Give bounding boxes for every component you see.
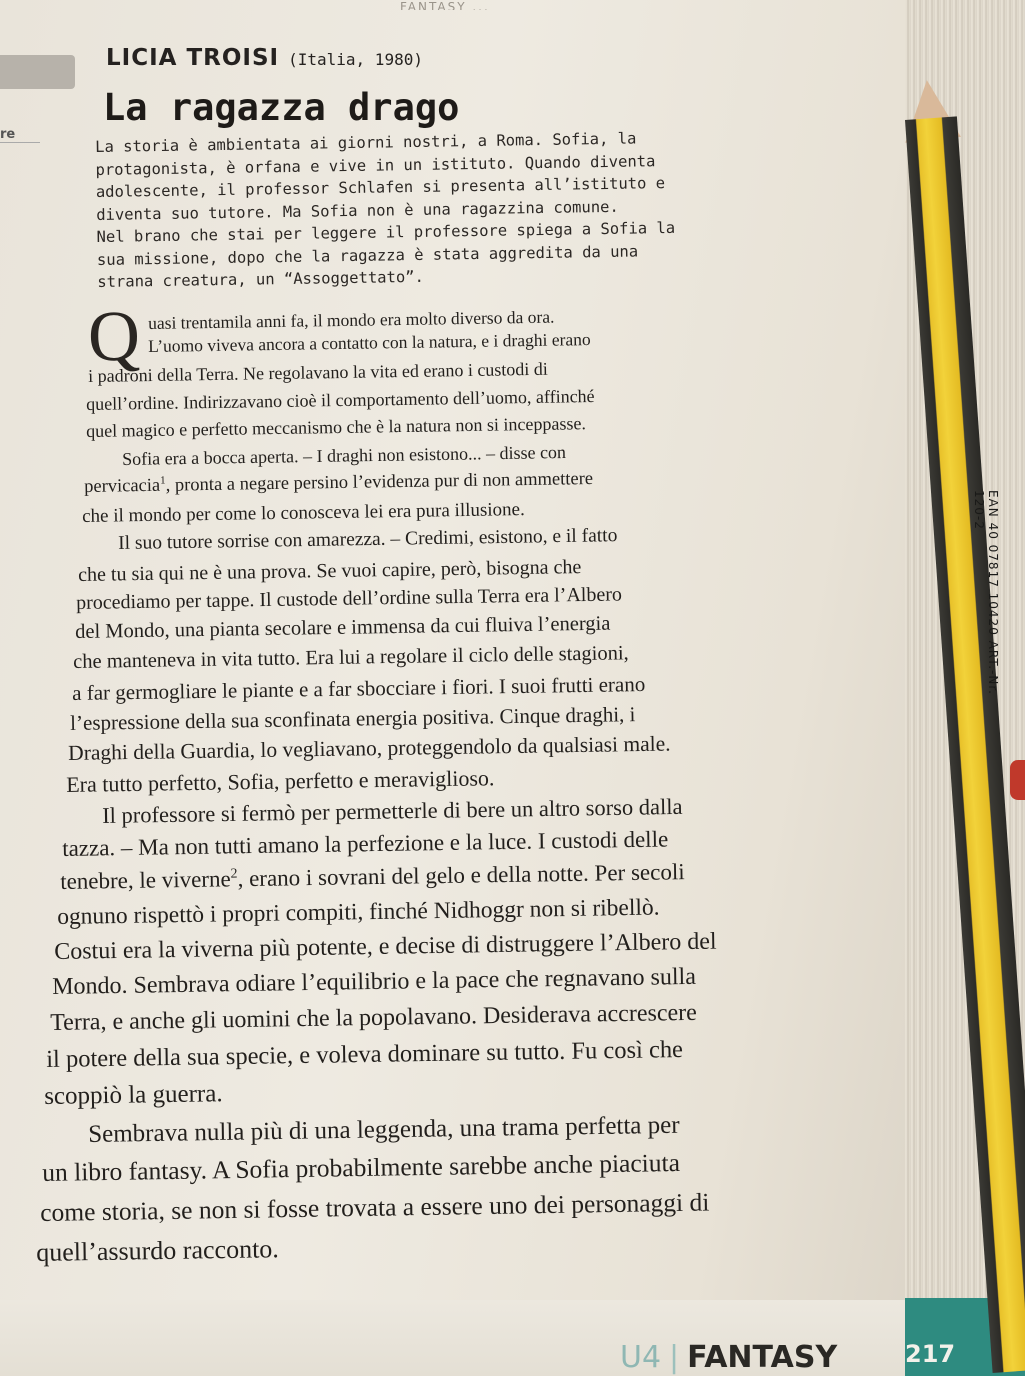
drop-cap: Q: [87, 295, 141, 377]
text-line: uasi trentamila anni fa, il mondo era molto diverso da ora.: [148, 306, 555, 333]
unit-separator: |: [669, 1340, 680, 1375]
text-line: che tu sia qui ne è una prova. Se vuoi capire, però, bisogna che: [78, 556, 582, 586]
text-line: Costui era la viverna più potente, e decise di distruggere l’Albero del: [54, 928, 717, 965]
margin-note: re: [0, 127, 40, 143]
text-line: tazza. – Ma non tutti amano la perfezione e la luce. I custodi delle: [62, 826, 669, 861]
footnote-ref: 2: [230, 865, 238, 881]
text-line: quell’assurdo racconto.: [36, 1234, 280, 1267]
text-fragment: tenebre, le viverne: [60, 866, 231, 894]
text-line: [60, 859, 685, 895]
intro-line: adolescente, il professor Schlafen si presenta all’istituto e: [95, 174, 666, 201]
text-line: Draghi della Guardia, lo vegliavano, proteggendolo da qualsiasi male.: [68, 731, 671, 765]
intro-line: protagonista, è orfana e vive in un istituto. Quando diventa: [95, 151, 656, 179]
author-name: LICIA TROISI: [106, 45, 280, 71]
text-line: Terra, e anche gli uomini che la popolavano. Desiderava accrescere: [50, 999, 697, 1036]
text-line: procediamo per tappe. Il custode dell’ordine sulla Terra era l’Albero: [76, 583, 623, 614]
text-line: Sofia era a bocca aperta. – I draghi non esistono... – disse con: [122, 442, 567, 469]
text-line: quel magico e perfetto meccanismo che è la natura non si inceppasse.: [86, 413, 587, 441]
intro-line: sua missione, dopo che la ragazza è stata aggredita da una: [96, 241, 639, 269]
text-line: i padroni della Terra. Ne regolavano la vita ed erano i custodi di: [88, 358, 549, 386]
intro-line: Nel brano che stai per leggere il professore spiega a Sofia la: [96, 218, 676, 246]
text-line: che manteneva in vita tutto. Era lui a regolare il ciclo delle stagioni,: [73, 642, 629, 673]
intro-line: diventa suo tutore. Ma Sofia non è una ragazzina comune.: [96, 197, 619, 224]
text-line: il potere della sua specie, e voleva dominare su tutto. Fu così che: [46, 1035, 684, 1073]
intro-line: La storia è ambientata ai giorni nostri, a Roma. Sofia, la: [95, 129, 637, 156]
text-fragment: , pronta a negare persino l’evidenza pur di non ammettere: [165, 469, 594, 496]
text-line: l’espressione della sua sconfinata energia positiva. Cinque draghi, i: [70, 702, 636, 735]
text-line: quell’ordine. Indirizzavano cioè il comportamento dell’uomo, affinché: [86, 386, 595, 414]
section-marker: [0, 55, 75, 89]
text-line: un libro fantasy. A Sofia probabilmente sarebbe anche piaciuta: [42, 1147, 681, 1187]
text-line: Mondo. Sembrava odiare l’equilibrio e la pace che regnavano sulla: [52, 963, 697, 1000]
text-line: a far germogliare le piante e a far sbocciare i fiori. I suoi frutti erano: [72, 671, 646, 705]
text-line: che il mondo per come lo conosceva lei era pura illusione.: [82, 499, 525, 527]
text-line: Sembrava nulla più di una leggenda, una trama perfetta per: [88, 1111, 680, 1148]
unit-code: U4: [620, 1340, 662, 1375]
footnote-ref: 1: [159, 474, 166, 487]
running-header: FANTASY ...: [400, 0, 490, 10]
unit-name: FANTASY: [687, 1340, 838, 1375]
text-line: come storia, se non si fosse trovata a essere uno dei personaggi di: [40, 1187, 710, 1227]
text-line: Il professore si fermò per permetterle di bere un altro sorso dalla: [102, 793, 683, 828]
author-meta: (Italia, 1980): [288, 50, 423, 69]
text-fragment: pervicacia: [84, 475, 161, 497]
text-line: scoppiò la guerra.: [44, 1080, 223, 1110]
text-line: del Mondo, una pianta secolare e immensa da cui fluiva l’energia: [75, 612, 611, 643]
text-line: L’uomo viveva ancora a contatto con la natura, e i draghi erano: [148, 329, 591, 356]
red-bookmark-tab: [1010, 760, 1025, 800]
book-title: La ragazza drago: [103, 86, 460, 129]
pencil-barcode-text: EAN 40 07817 10420 ART.-Nr. 120-2: [972, 490, 1000, 695]
intro-paragraph: [95, 126, 747, 294]
text-line: ognuno rispettò i propri compiti, finché Nidhoggr non si ribellò.: [57, 894, 660, 930]
text-fragment: , erano i sovrani del gelo e della notte. Per secoli: [237, 859, 685, 892]
unit-label: [620, 1340, 837, 1375]
text-line: [84, 469, 593, 498]
page-number: 217: [905, 1340, 956, 1368]
text-line: Era tutto perfetto, Sofia, perfetto e meraviglioso.: [66, 765, 495, 797]
author-line: [106, 45, 423, 71]
text-line: Il suo tutore sorrise con amarezza. – Credimi, esistono, e il fatto: [118, 525, 618, 554]
intro-line: strana creatura, un “Assoggettato”.: [97, 267, 425, 291]
